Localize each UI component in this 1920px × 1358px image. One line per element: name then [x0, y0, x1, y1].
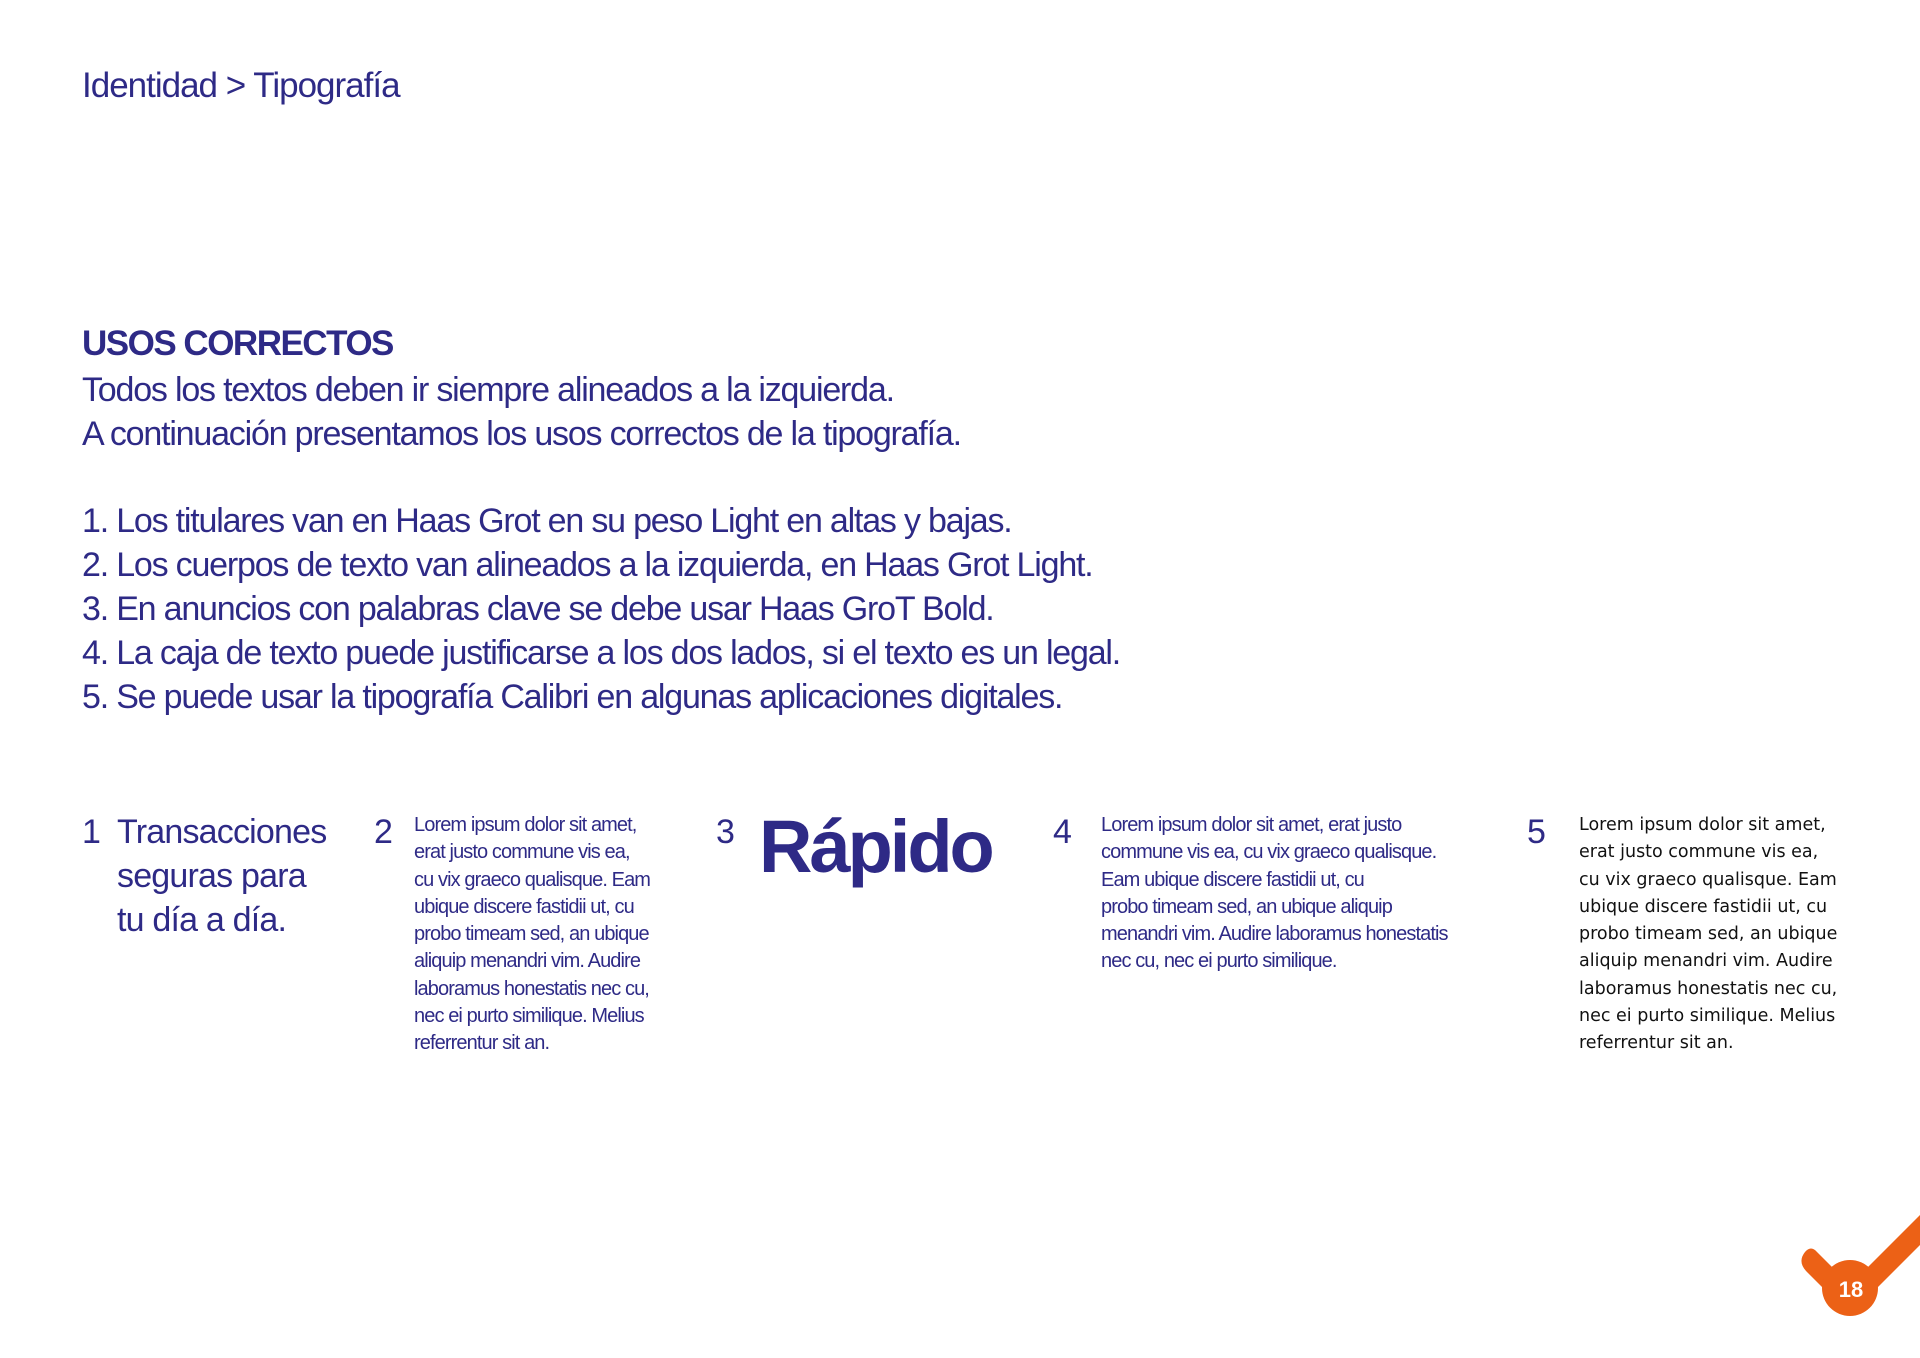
body-line: Eam ubique discere fastidii ut, cu	[1101, 868, 1364, 891]
rule-item: 5. Se puede usar la tipografía Calibri en algunas aplicaciones digitales.	[82, 678, 1063, 716]
rules-list	[82, 499, 1120, 719]
example-number: 1	[82, 813, 101, 851]
body-line: nec ei purto similique. Melius	[414, 1005, 644, 1028]
example-headline	[117, 810, 377, 942]
headline-line: Transacciones	[117, 813, 327, 851]
example-number: 2	[374, 813, 393, 851]
example-number: 3	[716, 813, 735, 851]
example-calibri-body	[1579, 812, 1919, 1058]
example-body	[414, 812, 714, 1058]
body-line: ubique discere fastidii ut, cu	[1579, 896, 1828, 917]
example-keyword: Rápido	[759, 805, 992, 888]
body-line: nec cu, nec ei purto similique.	[1101, 950, 1337, 973]
body-line: erat justo commune vis ea,	[1579, 842, 1819, 863]
body-line: Lorem ipsum dolor sit amet, erat justo	[1101, 814, 1402, 836]
rule-item: 1. Los titulares van en Haas Grot en su peso Light en altas y bajas.	[82, 502, 1012, 540]
body-line: probo timeam sed, an ubique aliquip	[1101, 895, 1392, 918]
body-line: erat justo commune vis ea,	[414, 841, 630, 864]
breadcrumb: Identidad > Tipografía	[82, 66, 400, 105]
page-number: 18	[1838, 1277, 1864, 1302]
body-line: commune vis ea, cu vix graeco qualisque.	[1101, 841, 1437, 864]
body-line: laboramus honestatis nec cu,	[414, 977, 649, 1000]
body-line: ubique discere fastidii ut, cu	[414, 895, 634, 918]
rule-item: 2. Los cuerpos de texto van alineados a la izquierda, en Haas Grot Light.	[82, 546, 1093, 584]
body-line: referrentur sit an.	[1579, 1033, 1734, 1054]
body-line: Lorem ipsum dolor sit amet,	[414, 814, 637, 836]
section-title: USOS CORRECTOS	[82, 324, 393, 363]
example-number: 4	[1053, 813, 1072, 851]
body-line: menandri vim. Audire laboramus honestatis	[1101, 923, 1448, 946]
body-line: probo timeam sed, an ubique	[414, 923, 649, 946]
body-line: laboramus honestatis nec cu,	[1579, 978, 1838, 999]
intro-line: A continuación presentamos los usos correctos de la tipografía.	[82, 415, 961, 453]
checkmark-icon	[1795, 1200, 1920, 1330]
body-line: cu vix graeco qualisque. Eam	[1579, 869, 1837, 890]
headline-line: tu día a día.	[117, 901, 287, 939]
rule-item: 4. La caja de texto puede justificarse a los dos lados, si el texto es un legal.	[82, 634, 1121, 672]
example-number: 5	[1527, 813, 1546, 851]
intro-text	[82, 368, 961, 456]
body-line: nec ei purto similique. Melius	[1579, 1006, 1836, 1027]
example-body	[1101, 812, 1521, 976]
body-line: cu vix graeco qualisque. Eam	[414, 868, 651, 891]
intro-line: Todos los textos deben ir siempre alineados a la izquierda.	[82, 371, 894, 409]
body-line: aliquip menandri vim. Audire	[1579, 951, 1833, 972]
body-line: Lorem ipsum dolor sit amet,	[1579, 815, 1826, 835]
body-line: referrentur sit an.	[414, 1032, 550, 1055]
body-line: probo timeam sed, an ubique	[1579, 924, 1838, 945]
rule-item: 3. En anuncios con palabras clave se debe usar Haas GroT Bold.	[82, 590, 994, 628]
headline-line: seguras para	[117, 857, 306, 895]
body-line: aliquip menandri vim. Audire	[414, 950, 641, 973]
